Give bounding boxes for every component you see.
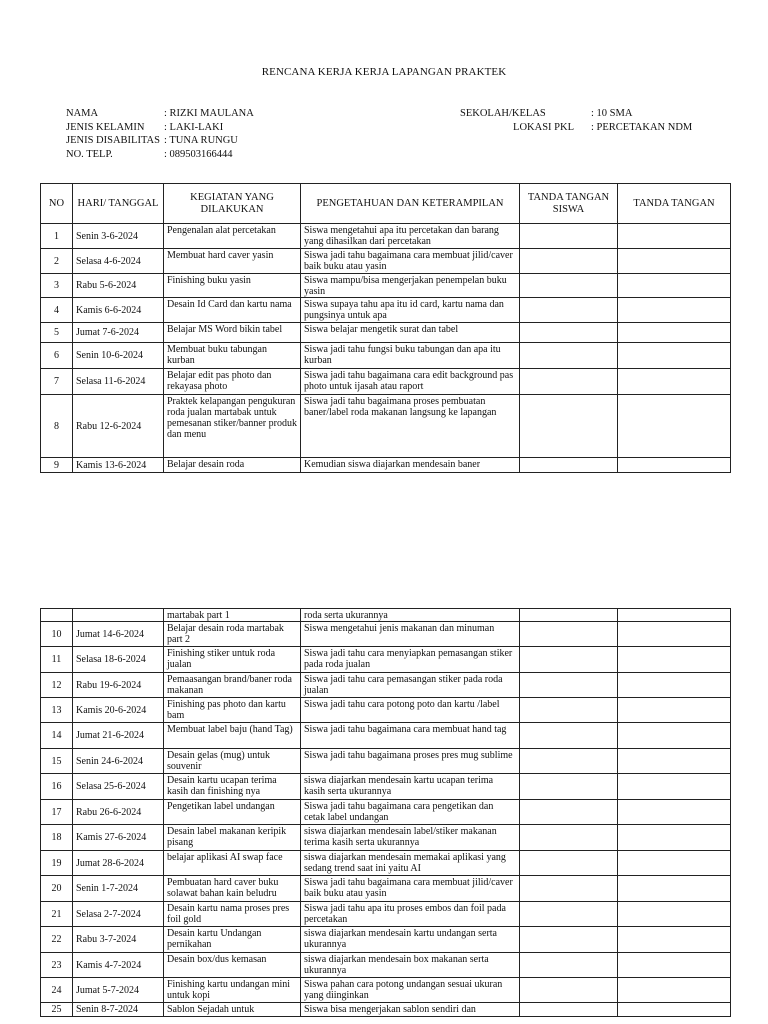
cell-tanda-tangan bbox=[618, 723, 731, 749]
header-no: NO bbox=[41, 184, 73, 224]
cell-hari: Senin 10-6-2024 bbox=[73, 343, 164, 369]
cell-no: 24 bbox=[41, 978, 73, 1003]
cell-pengetahuan: Kemudian siswa diajarkan mendesain baner bbox=[301, 458, 520, 473]
cell-tanda-tangan bbox=[618, 927, 731, 953]
info-label: JENIS DISABILITAS bbox=[66, 135, 160, 147]
cell-tanda-tangan-siswa bbox=[520, 1003, 618, 1017]
cell-kegiatan: Membuat label baju (hand Tag) bbox=[164, 723, 301, 749]
cell-kegiatan: Desain box/dus kemasan bbox=[164, 953, 301, 978]
cell-no: 20 bbox=[41, 876, 73, 902]
cell-tanda-tangan bbox=[618, 609, 731, 622]
cell-hari: Rabu 19-6-2024 bbox=[73, 673, 164, 698]
cell-pengetahuan: siswa diajarkan mendesain box makanan serta ukurannya bbox=[301, 953, 520, 978]
cell-hari: Rabu 5-6-2024 bbox=[73, 274, 164, 298]
header-tanda-tangan: TANDA TANGAN bbox=[618, 184, 731, 224]
table-row bbox=[41, 673, 731, 698]
cell-tanda-tangan-siswa bbox=[520, 323, 618, 343]
cell-tanda-tangan-siswa bbox=[520, 723, 618, 749]
table-row bbox=[41, 851, 731, 876]
table-row bbox=[41, 825, 731, 851]
cell-pengetahuan: Siswa jadi tahu fungsi buku tabungan dan apa itu kurban bbox=[301, 343, 520, 369]
cell-tanda-tangan-siswa bbox=[520, 953, 618, 978]
cell-no: 11 bbox=[41, 647, 73, 673]
cell-hari: Senin 24-6-2024 bbox=[73, 749, 164, 774]
cell-tanda-tangan bbox=[618, 953, 731, 978]
cell-pengetahuan: Siswa bisa mengerjakan sablon sendiri dan bbox=[301, 1003, 520, 1017]
cell-kegiatan: Belajar desain roda bbox=[164, 458, 301, 473]
cell-pengetahuan: siswa diajarkan mendesain kartu ucapan terima kasih serta ukurannya bbox=[301, 774, 520, 800]
info-value: : 089503166444 bbox=[164, 148, 233, 160]
cell-no: 12 bbox=[41, 673, 73, 698]
cell-kegiatan: belajar aplikasi AI swap face bbox=[164, 851, 301, 876]
cell-hari: Senin 8-7-2024 bbox=[73, 1003, 164, 1017]
table-header-row bbox=[41, 184, 731, 224]
table-row bbox=[41, 876, 731, 902]
cell-tanda-tangan-siswa bbox=[520, 673, 618, 698]
cell-tanda-tangan bbox=[618, 800, 731, 825]
cell-hari bbox=[73, 609, 164, 622]
cell-no: 8 bbox=[41, 395, 73, 458]
cell-pengetahuan: Siswa jadi tahu bagaimana cara membuat jilid/caver baik buku atau yasin bbox=[301, 876, 520, 902]
cell-hari: Senin 3-6-2024 bbox=[73, 224, 164, 249]
header-tanda-tangan-siswa: TANDA TANGAN SISWA bbox=[520, 184, 618, 224]
cell-tanda-tangan-siswa bbox=[520, 698, 618, 723]
cell-tanda-tangan bbox=[618, 224, 731, 249]
cell-pengetahuan: siswa diajarkan mendesain memakai aplikasi yang sedang trend saat ini yaitu AI bbox=[301, 851, 520, 876]
info-value: : RIZKI MAULANA bbox=[164, 108, 254, 119]
table-row bbox=[41, 369, 731, 395]
info-label: JENIS KELAMIN bbox=[66, 121, 145, 133]
cell-kegiatan: Desain label makanan keripik pisang bbox=[164, 825, 301, 851]
cell-pengetahuan: Siswa pahan cara potong undangan sesuai ukuran yang diinginkan bbox=[301, 978, 520, 1003]
cell-kegiatan: Desain kartu nama proses pres foil gold bbox=[164, 902, 301, 927]
cell-kegiatan: martabak part 1 bbox=[164, 609, 301, 622]
cell-hari: Rabu 3-7-2024 bbox=[73, 927, 164, 953]
cell-pengetahuan: Siswa mengetahui jenis makanan dan minuman bbox=[301, 622, 520, 647]
info-value: : 10 SMA bbox=[591, 108, 633, 119]
table-row bbox=[41, 298, 731, 323]
cell-kegiatan: Pemaasangan brand/baner roda makanan bbox=[164, 673, 301, 698]
cell-no: 1 bbox=[41, 224, 73, 249]
table-row bbox=[41, 343, 731, 369]
cell-no: 6 bbox=[41, 343, 73, 369]
cell-kegiatan: Membuat buku tabungan kurban bbox=[164, 343, 301, 369]
cell-tanda-tangan bbox=[618, 323, 731, 343]
cell-tanda-tangan-siswa bbox=[520, 749, 618, 774]
info-value: : LAKI-LAKI bbox=[164, 121, 224, 133]
cell-pengetahuan: Siswa mengetahui apa itu percetakan dan barang yang dihasilkan dari percetakan bbox=[301, 224, 520, 249]
cell-pengetahuan: Siswa jadi tahu cara pemasangan stiker pada roda jualan bbox=[301, 673, 520, 698]
cell-pengetahuan: siswa diajarkan mendesain kartu undangan serta ukurannya bbox=[301, 927, 520, 953]
header-hari-tanggal: HARI/ TANGGAL bbox=[73, 184, 164, 224]
cell-hari: Jumat 21-6-2024 bbox=[73, 723, 164, 749]
cell-tanda-tangan bbox=[618, 851, 731, 876]
cell-pengetahuan: Siswa jadi tahu cara menyiapkan pemasangan stiker pada roda jualan bbox=[301, 647, 520, 673]
cell-tanda-tangan bbox=[618, 698, 731, 723]
table-row bbox=[41, 224, 731, 249]
cell-hari: Selasa 2-7-2024 bbox=[73, 902, 164, 927]
cell-pengetahuan: Siswa jadi tahu bagaimana cara membuat jilid/caver baik buku atau yasin bbox=[301, 249, 520, 274]
cell-hari: Jumat 7-6-2024 bbox=[73, 323, 164, 343]
info-value: : TUNA RUNGU bbox=[164, 135, 238, 147]
table-row bbox=[41, 249, 731, 274]
cell-hari: Rabu 26-6-2024 bbox=[73, 800, 164, 825]
cell-kegiatan: Pengetikan label undangan bbox=[164, 800, 301, 825]
info-row-jenis-disabilitas bbox=[66, 134, 366, 148]
table-row bbox=[41, 274, 731, 298]
cell-tanda-tangan-siswa bbox=[520, 978, 618, 1003]
cell-tanda-tangan-siswa bbox=[520, 395, 618, 458]
cell-tanda-tangan bbox=[618, 343, 731, 369]
cell-kegiatan: Pembuatan hard caver buku solawat bahan kain beludru bbox=[164, 876, 301, 902]
cell-kegiatan: Desain gelas (mug) untuk souvenir bbox=[164, 749, 301, 774]
table-row bbox=[41, 323, 731, 343]
cell-hari: Kamis 13-6-2024 bbox=[73, 458, 164, 473]
cell-tanda-tangan-siswa bbox=[520, 902, 618, 927]
info-label: NO. TELP. bbox=[66, 148, 113, 160]
cell-kegiatan: Belajar desain roda martabak part 2 bbox=[164, 622, 301, 647]
table-row bbox=[41, 749, 731, 774]
cell-hari: Kamis 27-6-2024 bbox=[73, 825, 164, 851]
cell-pengetahuan: Siswa jadi tahu bagaimana proses pembuatan baner/label roda makanan langsung ke lapangan bbox=[301, 395, 520, 458]
cell-kegiatan: Praktek kelapangan pengukuran roda jualan martabak untuk pemesanan stiker/banner produk dan menu bbox=[164, 395, 301, 458]
cell-tanda-tangan-siswa bbox=[520, 298, 618, 323]
cell-no: 22 bbox=[41, 927, 73, 953]
cell-kegiatan: Membuat hard caver yasin bbox=[164, 249, 301, 274]
cell-kegiatan: Sablon Sejadah untuk bbox=[164, 1003, 301, 1017]
cell-kegiatan: Finishing pas photo dan kartu bam bbox=[164, 698, 301, 723]
cell-tanda-tangan bbox=[618, 825, 731, 851]
cell-tanda-tangan-siswa bbox=[520, 622, 618, 647]
info-row-sekolah-kelas bbox=[460, 107, 760, 121]
cell-no: 18 bbox=[41, 825, 73, 851]
cell-tanda-tangan-siswa bbox=[520, 458, 618, 473]
cell-pengetahuan: Siswa belajar mengetik surat dan tabel bbox=[301, 323, 520, 343]
cell-tanda-tangan-siswa bbox=[520, 249, 618, 274]
cell-hari: Rabu 12-6-2024 bbox=[73, 395, 164, 458]
cell-tanda-tangan bbox=[618, 458, 731, 473]
cell-tanda-tangan-siswa bbox=[520, 876, 618, 902]
cell-tanda-tangan bbox=[618, 298, 731, 323]
table-row bbox=[41, 698, 731, 723]
cell-tanda-tangan-siswa bbox=[520, 647, 618, 673]
cell-no: 2 bbox=[41, 249, 73, 274]
cell-hari: Kamis 6-6-2024 bbox=[73, 298, 164, 323]
cell-pengetahuan: Siswa jadi tahu bagaimana cara pengetikan dan cetak label undangan bbox=[301, 800, 520, 825]
cell-hari: Selasa 18-6-2024 bbox=[73, 647, 164, 673]
cell-tanda-tangan-siswa bbox=[520, 774, 618, 800]
cell-hari: Selasa 4-6-2024 bbox=[73, 249, 164, 274]
info-row-nama bbox=[66, 107, 366, 121]
cell-tanda-tangan-siswa bbox=[520, 369, 618, 395]
cell-no: 16 bbox=[41, 774, 73, 800]
student-info-right bbox=[460, 107, 760, 134]
cell-kegiatan: Finishing kartu undangan mini untuk kopi bbox=[164, 978, 301, 1003]
cell-tanda-tangan bbox=[618, 249, 731, 274]
cell-kegiatan: Belajar edit pas photo dan rekayasa photo bbox=[164, 369, 301, 395]
cell-hari: Jumat 5-7-2024 bbox=[73, 978, 164, 1003]
cell-no: 17 bbox=[41, 800, 73, 825]
cell-kegiatan: Desain kartu ucapan terima kasih dan finishing nya bbox=[164, 774, 301, 800]
cell-tanda-tangan bbox=[618, 902, 731, 927]
info-row-lokasi-pkl bbox=[460, 121, 760, 135]
cell-no bbox=[41, 609, 73, 622]
cell-tanda-tangan bbox=[618, 1003, 731, 1017]
cell-hari: Jumat 28-6-2024 bbox=[73, 851, 164, 876]
cell-tanda-tangan bbox=[618, 876, 731, 902]
cell-kegiatan: Finishing buku yasin bbox=[164, 274, 301, 298]
cell-tanda-tangan bbox=[618, 395, 731, 458]
cell-hari: Senin 1-7-2024 bbox=[73, 876, 164, 902]
cell-no: 3 bbox=[41, 274, 73, 298]
cell-pengetahuan: Siswa jadi tahu bagaimana proses pres mug sublime bbox=[301, 749, 520, 774]
cell-tanda-tangan bbox=[618, 978, 731, 1003]
cell-no: 23 bbox=[41, 953, 73, 978]
info-label: SEKOLAH/KELAS bbox=[460, 108, 546, 119]
cell-no: 21 bbox=[41, 902, 73, 927]
cell-tanda-tangan bbox=[618, 274, 731, 298]
cell-no: 5 bbox=[41, 323, 73, 343]
cell-tanda-tangan bbox=[618, 673, 731, 698]
cell-tanda-tangan bbox=[618, 647, 731, 673]
table-row bbox=[41, 902, 731, 927]
table-row bbox=[41, 647, 731, 673]
cell-tanda-tangan-siswa bbox=[520, 609, 618, 622]
cell-no: 13 bbox=[41, 698, 73, 723]
cell-kegiatan: Desain kartu Undangan pernikahan bbox=[164, 927, 301, 953]
cell-pengetahuan: Siswa jadi tahu bagaimana cara edit background pas photo untuk ijasah atau raport bbox=[301, 369, 520, 395]
table-row bbox=[41, 723, 731, 749]
cell-no: 19 bbox=[41, 851, 73, 876]
cell-tanda-tangan-siswa bbox=[520, 274, 618, 298]
activity-table-page-2 bbox=[40, 608, 731, 1017]
cell-tanda-tangan bbox=[618, 774, 731, 800]
cell-kegiatan: Belajar MS Word bikin tabel bbox=[164, 323, 301, 343]
activity-table-page-1 bbox=[40, 183, 731, 473]
header-kegiatan: KEGIATAN YANG DILAKUKAN bbox=[164, 184, 301, 224]
cell-tanda-tangan-siswa bbox=[520, 224, 618, 249]
info-row-jenis-kelamin bbox=[66, 121, 366, 135]
student-info-left bbox=[66, 107, 366, 161]
table-row-continuation bbox=[41, 609, 731, 622]
cell-tanda-tangan bbox=[618, 749, 731, 774]
table-row bbox=[41, 622, 731, 647]
table-row bbox=[41, 774, 731, 800]
cell-pengetahuan: siswa diajarkan mendesain label/stiker makanan terima kasih serta ukurannya bbox=[301, 825, 520, 851]
cell-tanda-tangan-siswa bbox=[520, 927, 618, 953]
cell-pengetahuan: Siswa jadi tahu cara potong poto dan kartu /label bbox=[301, 698, 520, 723]
document-title: RENCANA KERJA KERJA LAPANGAN PRAKTEK bbox=[261, 66, 507, 78]
cell-hari: Kamis 4-7-2024 bbox=[73, 953, 164, 978]
table-row bbox=[41, 978, 731, 1003]
table-row bbox=[41, 458, 731, 473]
info-label: LOKASI PKL bbox=[513, 121, 574, 133]
header-pengetahuan: PENGETAHUAN DAN KETERAMPILAN bbox=[301, 184, 520, 224]
cell-pengetahuan: roda serta ukurannya bbox=[301, 609, 520, 622]
table-row bbox=[41, 800, 731, 825]
cell-tanda-tangan-siswa bbox=[520, 800, 618, 825]
cell-no: 7 bbox=[41, 369, 73, 395]
cell-no: 9 bbox=[41, 458, 73, 473]
cell-hari: Selasa 11-6-2024 bbox=[73, 369, 164, 395]
table-row bbox=[41, 953, 731, 978]
info-row-no-telp bbox=[66, 148, 366, 162]
cell-pengetahuan: Siswa supaya tahu apa itu id card, kartu nama dan pungsinya untuk apa bbox=[301, 298, 520, 323]
cell-hari: Kamis 20-6-2024 bbox=[73, 698, 164, 723]
cell-tanda-tangan bbox=[618, 369, 731, 395]
cell-pengetahuan: Siswa mampu/bisa mengerjakan penempelan buku yasin bbox=[301, 274, 520, 298]
cell-no: 4 bbox=[41, 298, 73, 323]
cell-hari: Selasa 25-6-2024 bbox=[73, 774, 164, 800]
cell-kegiatan: Pengenalan alat percetakan bbox=[164, 224, 301, 249]
table-row bbox=[41, 395, 731, 458]
cell-pengetahuan: Siswa jadi tahu bagaimana cara membuat hand tag bbox=[301, 723, 520, 749]
cell-tanda-tangan-siswa bbox=[520, 851, 618, 876]
info-value: : PERCETAKAN NDM bbox=[591, 121, 693, 133]
info-label: NAMA bbox=[66, 108, 99, 119]
cell-kegiatan: Desain Id Card dan kartu nama bbox=[164, 298, 301, 323]
cell-no: 25 bbox=[41, 1003, 73, 1017]
cell-tanda-tangan-siswa bbox=[520, 343, 618, 369]
cell-pengetahuan: Siswa jadi tahu apa itu proses embos dan foil pada percetakan bbox=[301, 902, 520, 927]
table-row bbox=[41, 927, 731, 953]
cell-no: 10 bbox=[41, 622, 73, 647]
cell-no: 15 bbox=[41, 749, 73, 774]
cell-no: 14 bbox=[41, 723, 73, 749]
cell-tanda-tangan-siswa bbox=[520, 825, 618, 851]
cell-tanda-tangan bbox=[618, 622, 731, 647]
cell-kegiatan: Finishing stiker untuk roda jualan bbox=[164, 647, 301, 673]
table-row bbox=[41, 1003, 731, 1017]
cell-hari: Jumat 14-6-2024 bbox=[73, 622, 164, 647]
